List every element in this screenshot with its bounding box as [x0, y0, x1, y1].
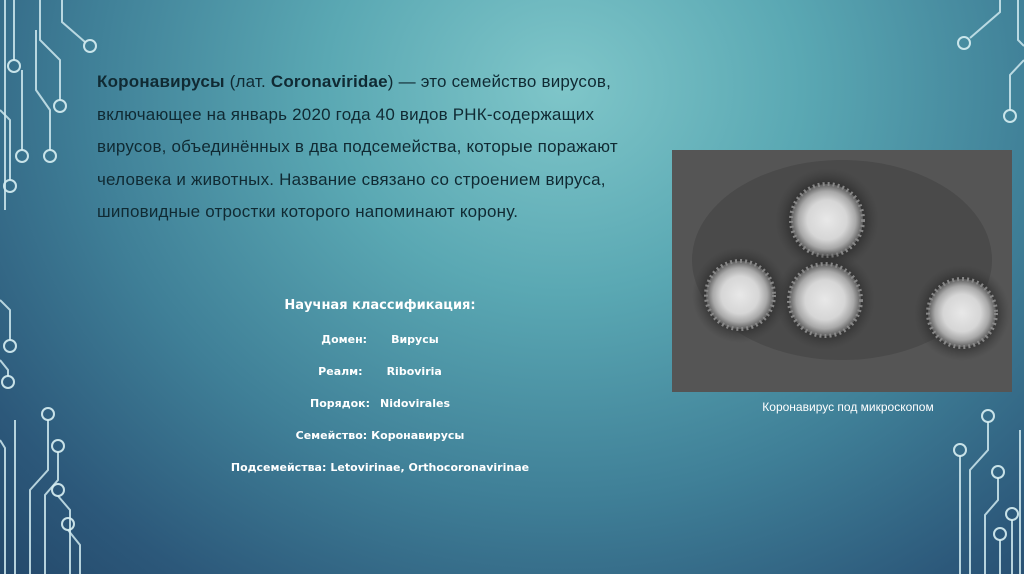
intro-text: ) — это семейство вирусов, включающее на январь 2020 года 40 видов РНК-содержащих вирусов, объединённых в два подсемейства, которые поражают человека и животных. Название связано со строением вируса, шиповидные отростки которого напоминают корону.	[97, 72, 618, 221]
classification-row-subfamilies	[200, 458, 560, 490]
intro-term: Коронавирусы	[97, 72, 225, 91]
classification-title: Научная классификация:	[284, 298, 476, 313]
classification-row-order	[200, 394, 560, 426]
intro-paren-open: (	[224, 72, 236, 91]
classification-label: Домен:	[321, 333, 368, 346]
classification-block	[200, 298, 560, 490]
intro-paragraph	[97, 66, 657, 229]
photo-caption: Коронавирус под микроскопом	[762, 400, 934, 414]
classification-value: Коронавирусы	[371, 429, 465, 442]
classification-value: Вирусы	[391, 333, 439, 346]
classification-label: Порядок:	[310, 397, 371, 410]
coronavirus-micrograph	[672, 150, 1012, 392]
classification-row-family	[200, 426, 560, 458]
intro-latin-name: Coronaviridae	[270, 72, 388, 91]
classification-value: Letovirinae, Orthocoronavirinae	[330, 461, 530, 474]
classification-label: Реалм:	[318, 365, 363, 378]
classification-row-domain	[200, 330, 560, 362]
intro-latin-prefix: лат.	[235, 72, 271, 91]
classification-label: Семейство:	[295, 429, 368, 442]
micrograph-image	[672, 150, 1012, 392]
classification-label: Подсемейства:	[230, 461, 327, 474]
classification-value: Nidovirales	[380, 397, 450, 410]
classification-value: Riboviria	[386, 365, 442, 378]
classification-row-realm	[200, 362, 560, 394]
